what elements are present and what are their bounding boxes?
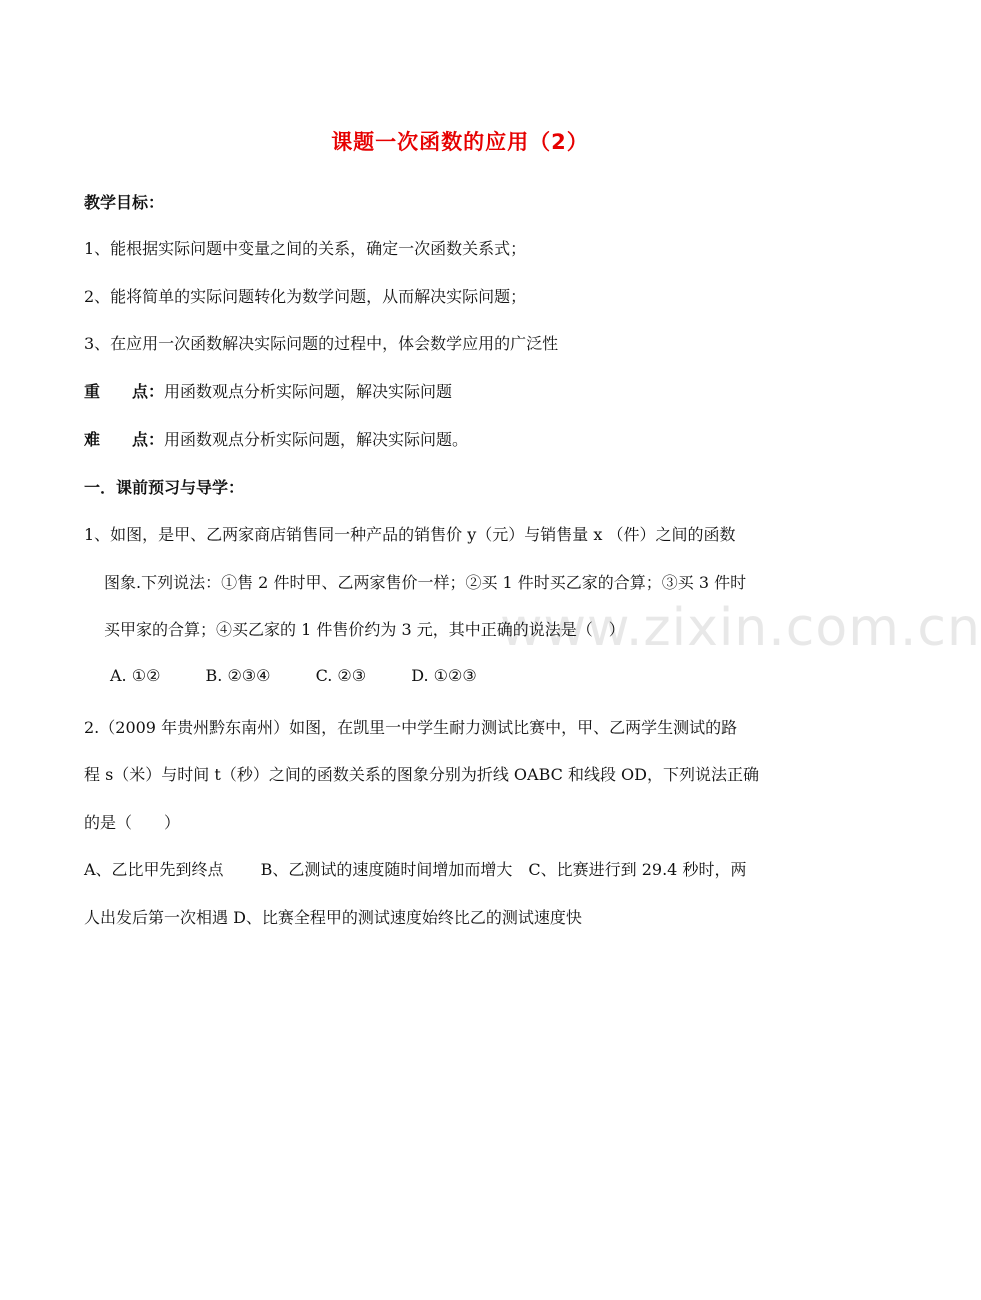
difficult-point-text: 用函数观点分析实际问题，解决实际问题。 <box>164 430 469 449</box>
option-d: D. ①②③ <box>411 666 477 685</box>
page-title: 课题一次函数的应用（2） <box>331 130 589 154</box>
question-2-line-5: 人出发后第一次相遇 D、比赛全程甲的测试速度始终比乙的测试速度快 <box>84 908 582 927</box>
option-b: B. ②③④ <box>205 666 271 685</box>
question-1-line-2: 图象.下列说法：①售 2 件时甲、乙两家售价一样；②买 1 件时买乙家的合算；③买 3 件时 <box>104 573 747 592</box>
option-a: A. ①② <box>110 666 161 685</box>
difficult-point-label: 难 点： <box>84 430 165 449</box>
objective-item-1: 1、能根据实际问题中变量之间的关系，确定一次函数关系式； <box>84 239 527 258</box>
question-2-line-1: 2.（2009 年贵州黔东南州）如图，在凯里一中学生耐力测试比赛中，甲、乙两学生测试的路 <box>84 718 738 737</box>
watermark: www.zixin.com.cn <box>500 598 981 658</box>
question-2-line-2: 程 s（米）与时间 t（秒）之间的函数关系的图象分别为折线 OABC 和线段 OD，下列说法正确 <box>84 765 759 784</box>
key-point <box>84 379 452 402</box>
question-1-line-1: 1、如图，是甲、乙两家商店销售同一种产品的销售价 y（元）与销售量 x （件）之间的函数 <box>84 525 736 544</box>
objectives-heading: 教学目标： <box>84 193 165 212</box>
key-point-label: 重 点： <box>84 382 165 401</box>
key-point-text: 用函数观点分析实际问题，解决实际问题 <box>164 382 453 401</box>
difficult-point <box>84 427 468 450</box>
objective-item-2: 2、能将简单的实际问题转化为数学问题，从而解决实际问题； <box>84 287 527 306</box>
option-c: C. ②③ <box>315 666 367 685</box>
question-1-line-3: 买甲家的合算；④买乙家的 1 件售价约为 3 元，其中正确的说法是（ ） <box>104 620 625 639</box>
question-2-line-3: 的是（ ） <box>84 813 181 832</box>
objective-item-3: 3、在应用一次函数解决实际问题的过程中，体会数学应用的广泛性 <box>84 334 559 353</box>
question-2-line-4: A、乙比甲先到终点 B、乙测试的速度随时间增加而增大 C、比赛进行到 29.4 秒时，两 <box>84 860 747 879</box>
section-heading: 一．课前预习与导学： <box>84 478 245 497</box>
question-1-options <box>110 666 517 685</box>
